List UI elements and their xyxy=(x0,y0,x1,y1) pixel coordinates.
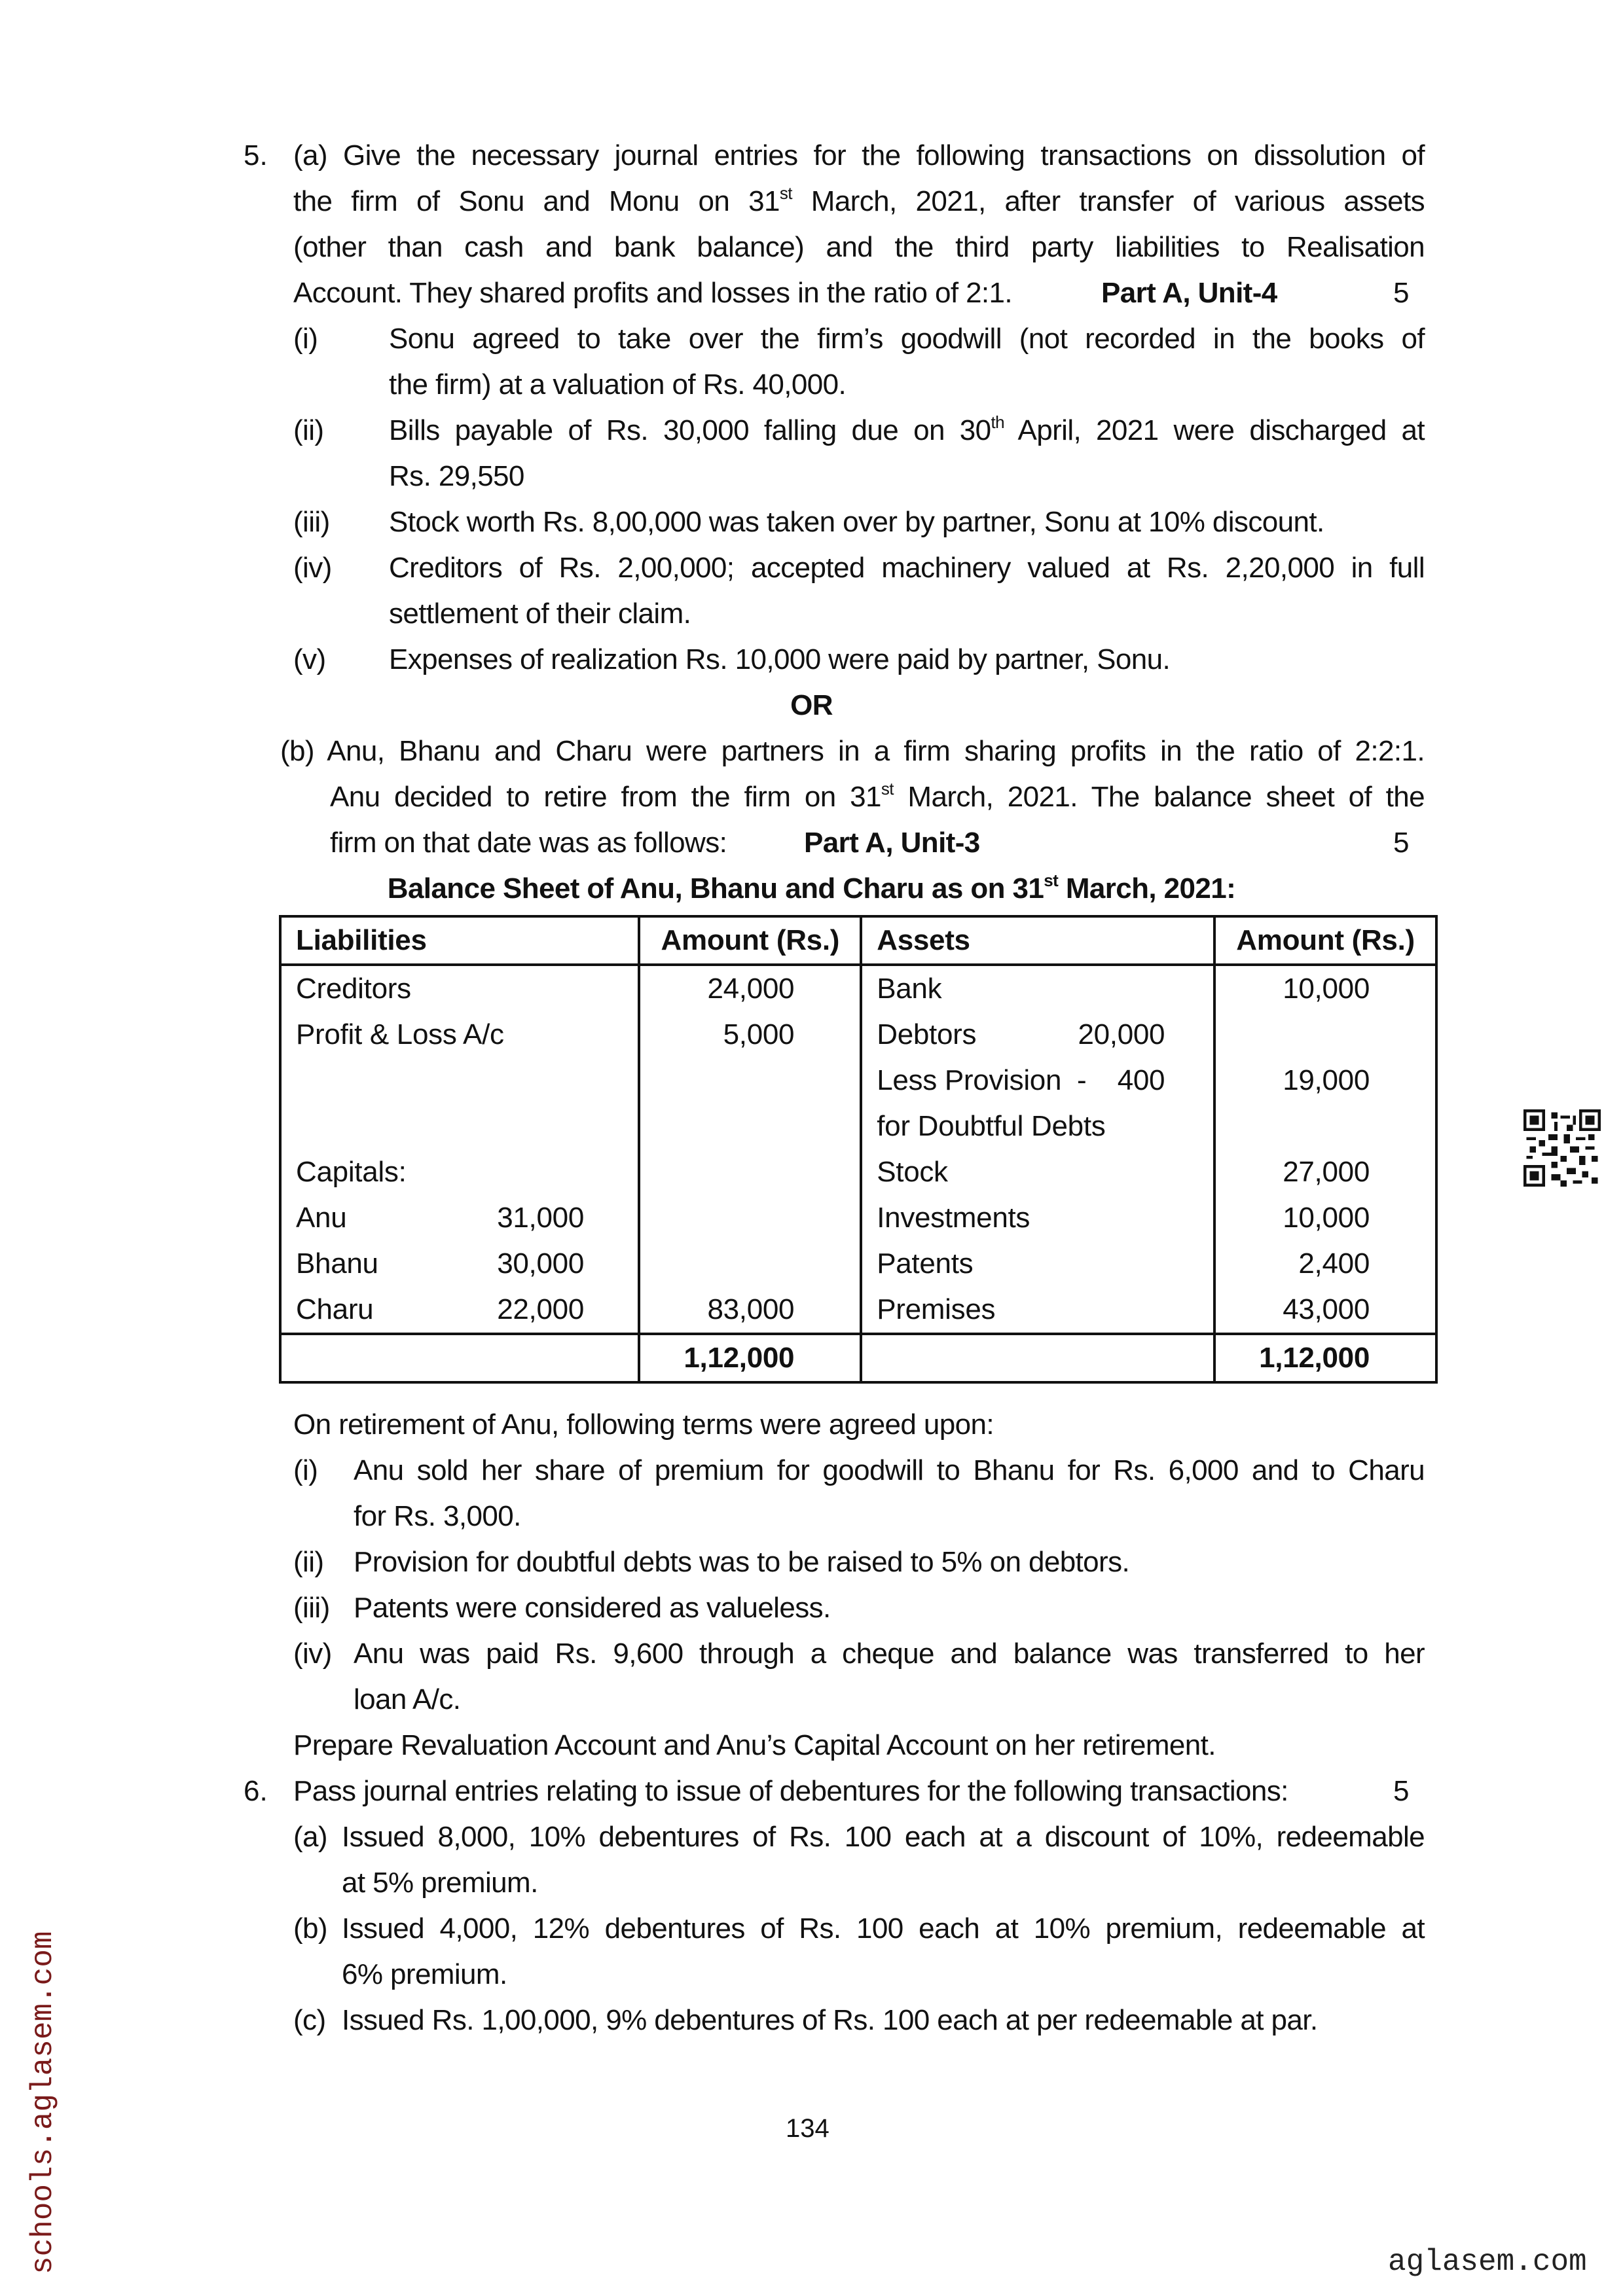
capital-row xyxy=(296,1195,623,1241)
patents-label: Patents xyxy=(877,1247,974,1280)
q5a-line-1: (a) Give the necessary journal entries for the following transactions on dissolution of xyxy=(293,139,1425,171)
blank-line xyxy=(655,1241,794,1287)
liabilities-total: 1,12,000 xyxy=(639,1334,861,1382)
watermark-left: schools.aglasem.com xyxy=(26,1931,60,2274)
page-number: 134 xyxy=(786,2114,830,2143)
header-liabilities: Liabilities xyxy=(280,916,639,965)
q6-item-a-line-2: at 5% premium. xyxy=(342,1867,538,1899)
watermark-right: aglasem.com xyxy=(1388,2245,1587,2279)
provision-amount: 400 xyxy=(1117,1064,1165,1096)
blank-cell xyxy=(280,1334,639,1382)
blank-line xyxy=(1230,1103,1370,1149)
blank-line xyxy=(655,1103,794,1149)
blank-line xyxy=(655,1058,794,1103)
creditors-amount: 24,000 xyxy=(707,973,795,1005)
blank-cell xyxy=(861,1334,1214,1382)
q5a-item-label: (i) xyxy=(293,323,318,355)
capital-row xyxy=(296,1287,623,1333)
q6-item-b-line-1: Issued 4,000, 12% debentures of Rs. 100 each at 10% premium, redeemable at xyxy=(342,1912,1425,1945)
term-2-line-1: Provision for doubtful debts was to be raised to 5% on debtors. xyxy=(354,1546,1130,1578)
q6-item-a-line-1: Issued 8,000, 10% debentures of Rs. 100 each at a discount of 10%, redeemable xyxy=(342,1821,1425,1853)
provision-label-2: for Doubtful Debts xyxy=(877,1110,1106,1142)
q5a-line-2-pre: the firm of Sonu and Monu on 31 xyxy=(293,185,780,217)
title-pre: Balance Sheet of Anu, Bhanu and Charu as on 31 xyxy=(387,872,1044,905)
q6-item-label: (c) xyxy=(293,2004,326,2036)
bank-label: Bank xyxy=(877,973,942,1005)
q5b-reference: Part A, Unit-3 xyxy=(804,827,980,859)
creditors-label: Creditors xyxy=(296,973,411,1005)
q5a-item-4-line-2: settlement of their claim. xyxy=(389,598,691,630)
blank-line xyxy=(296,1058,623,1103)
investments-amount: 10,000 xyxy=(1283,1202,1370,1234)
term-3-line-1: Patents were considered as valueless. xyxy=(354,1592,831,1624)
provision-label: Less Provision - xyxy=(877,1064,1087,1096)
investments-label: Investments xyxy=(877,1202,1030,1234)
q6-item-label: (b) xyxy=(293,1912,327,1945)
q5a-item-2-line-1 xyxy=(389,408,1425,454)
asset-label xyxy=(861,965,1214,1334)
partner-name: Charu xyxy=(296,1293,374,1325)
capitals-label: Capitals: xyxy=(296,1156,407,1188)
balance-sheet-title xyxy=(0,866,1623,912)
q5a-line-2-rest: March, 2021, after transfer of various assets xyxy=(792,185,1425,217)
q5a-item-1-line-2: the firm) at a valuation of Rs. 40,000. xyxy=(389,368,847,401)
header-amount: Amount (Rs.) xyxy=(1214,916,1436,965)
q5a-item-label: (iii) xyxy=(293,506,330,538)
partner-capital: 22,000 xyxy=(497,1293,584,1325)
q5a-item-5-line-1: Expenses of realization Rs. 10,000 were paid by partner, Sonu. xyxy=(389,643,1171,675)
stock-label: Stock xyxy=(877,1156,948,1188)
q5a-marks: 5 xyxy=(1393,277,1410,309)
provision-row xyxy=(877,1058,1199,1103)
q5a-item-label: (v) xyxy=(293,643,326,675)
q6-item-label: (a) xyxy=(293,1821,327,1853)
q6-marks: 5 xyxy=(1393,1775,1410,1807)
q5b-line-3: firm on that date was as follows: xyxy=(330,827,727,859)
q5b-marks: 5 xyxy=(1393,827,1410,859)
pl-label: Profit & Loss A/c xyxy=(296,1018,504,1050)
header-amount: Amount (Rs.) xyxy=(639,916,861,965)
blank-line xyxy=(655,1195,794,1241)
capitals-total: 83,000 xyxy=(707,1293,795,1325)
question-number-5: 5. xyxy=(244,139,268,171)
terms-intro: On retirement of Anu, following terms were agreed upon: xyxy=(293,1408,994,1441)
q5b-line-1: (b) Anu, Bhanu and Charu were partners in a firm sharing profits in the ratio of 2:2:1. xyxy=(280,735,1425,767)
q5a-item-label: (ii) xyxy=(293,414,324,446)
partner-name: Anu xyxy=(296,1202,347,1234)
partner-capital: 31,000 xyxy=(497,1202,584,1234)
q5a-line-3: (other than cash and bank balance) and the third party liabilities to Realisation xyxy=(293,231,1425,263)
q5b-line-2 xyxy=(330,774,1425,820)
premises-amount: 43,000 xyxy=(1283,1293,1370,1325)
term-1-line-1: Anu sold her share of premium for goodwill to Bhanu for Rs. 6,000 and to Charu xyxy=(354,1454,1425,1486)
q5a-item-label: (iv) xyxy=(293,552,332,584)
q5a-line-2 xyxy=(293,179,1425,224)
table-row xyxy=(280,965,1436,1334)
q5b-instruction: Prepare Revaluation Account and Anu’s Capital Account on her retirement. xyxy=(293,1729,1216,1761)
or-separator: OR xyxy=(790,689,833,721)
term-4-line-2: loan A/c. xyxy=(354,1683,461,1715)
q5a-reference: Part A, Unit-4 xyxy=(1101,277,1277,309)
superscript: st xyxy=(779,183,792,203)
capital-row xyxy=(296,1241,623,1287)
table-header-row xyxy=(280,916,1436,965)
pl-amount: 5,000 xyxy=(723,1018,795,1050)
q5b-line-2-pre: Anu decided to retire from the firm on 31 xyxy=(330,781,881,813)
term-1-line-2: for Rs. 3,000. xyxy=(354,1500,521,1532)
debtors-net: 19,000 xyxy=(1283,1064,1370,1096)
q5a-item-2-pre: Bills payable of Rs. 30,000 falling due on 30 xyxy=(389,414,991,446)
term-label: (iii) xyxy=(293,1592,330,1624)
bank-amount: 10,000 xyxy=(1283,973,1370,1005)
debtors-row xyxy=(877,1012,1199,1058)
q5a-item-2-line-2: Rs. 29,550 xyxy=(389,460,524,492)
q5b-line-2-rest: March, 2021. The balance sheet of the xyxy=(893,781,1425,813)
blank-line xyxy=(296,1103,623,1149)
debtors-label: Debtors xyxy=(877,1018,977,1050)
term-4-line-1: Anu was paid Rs. 9,600 through a cheque and balance was transferred to her xyxy=(354,1638,1425,1670)
q6-text: Pass journal entries relating to issue of debentures for the following transactions: xyxy=(293,1775,1288,1807)
q5a-item-4-line-1: Creditors of Rs. 2,00,000; accepted machinery valued at Rs. 2,20,000 in full xyxy=(389,552,1425,584)
liability-amount xyxy=(639,965,861,1334)
q5a-item-2-rest: April, 2021 were discharged at xyxy=(1004,414,1425,446)
balance-sheet-table xyxy=(279,915,1438,1384)
q6-item-b-line-2: 6% premium. xyxy=(342,1958,507,1990)
q5a-item-3-line-1: Stock worth Rs. 8,00,000 was taken over by partner, Sonu at 10% discount. xyxy=(389,506,1324,538)
term-label: (ii) xyxy=(293,1546,324,1578)
blank-line xyxy=(655,1149,794,1195)
asset-amount xyxy=(1214,965,1436,1334)
superscript: st xyxy=(881,779,894,798)
partner-capital: 30,000 xyxy=(497,1247,584,1280)
table-total-row xyxy=(280,1334,1436,1382)
debtors-gross: 20,000 xyxy=(1078,1018,1165,1050)
partner-name: Bhanu xyxy=(296,1247,378,1280)
term-label: (iv) xyxy=(293,1638,332,1670)
assets-total: 1,12,000 xyxy=(1214,1334,1436,1382)
patents-amount: 2,400 xyxy=(1298,1247,1370,1280)
superscript: st xyxy=(1044,870,1059,890)
title-rest: March, 2021: xyxy=(1058,872,1236,905)
q5a-line-4: Account. They shared profits and losses in the ratio of 2:1. xyxy=(293,277,1013,309)
qr-code-icon[interactable] xyxy=(1523,1109,1601,1187)
premises-label: Premises xyxy=(877,1293,996,1325)
q5a-item-1-line-1: Sonu agreed to take over the firm’s goodwill (not recorded in the books of xyxy=(389,323,1425,355)
term-label: (i) xyxy=(293,1454,318,1486)
blank-line xyxy=(1230,1012,1370,1058)
q6-item-c-line-1: Issued Rs. 1,00,000, 9% debentures of Rs. 100 each at per redeemable at par. xyxy=(342,2004,1318,2036)
liability-label xyxy=(280,965,639,1334)
stock-amount: 27,000 xyxy=(1283,1156,1370,1188)
question-number-6: 6. xyxy=(244,1775,268,1807)
header-assets: Assets xyxy=(861,916,1214,965)
superscript: th xyxy=(991,412,1004,432)
